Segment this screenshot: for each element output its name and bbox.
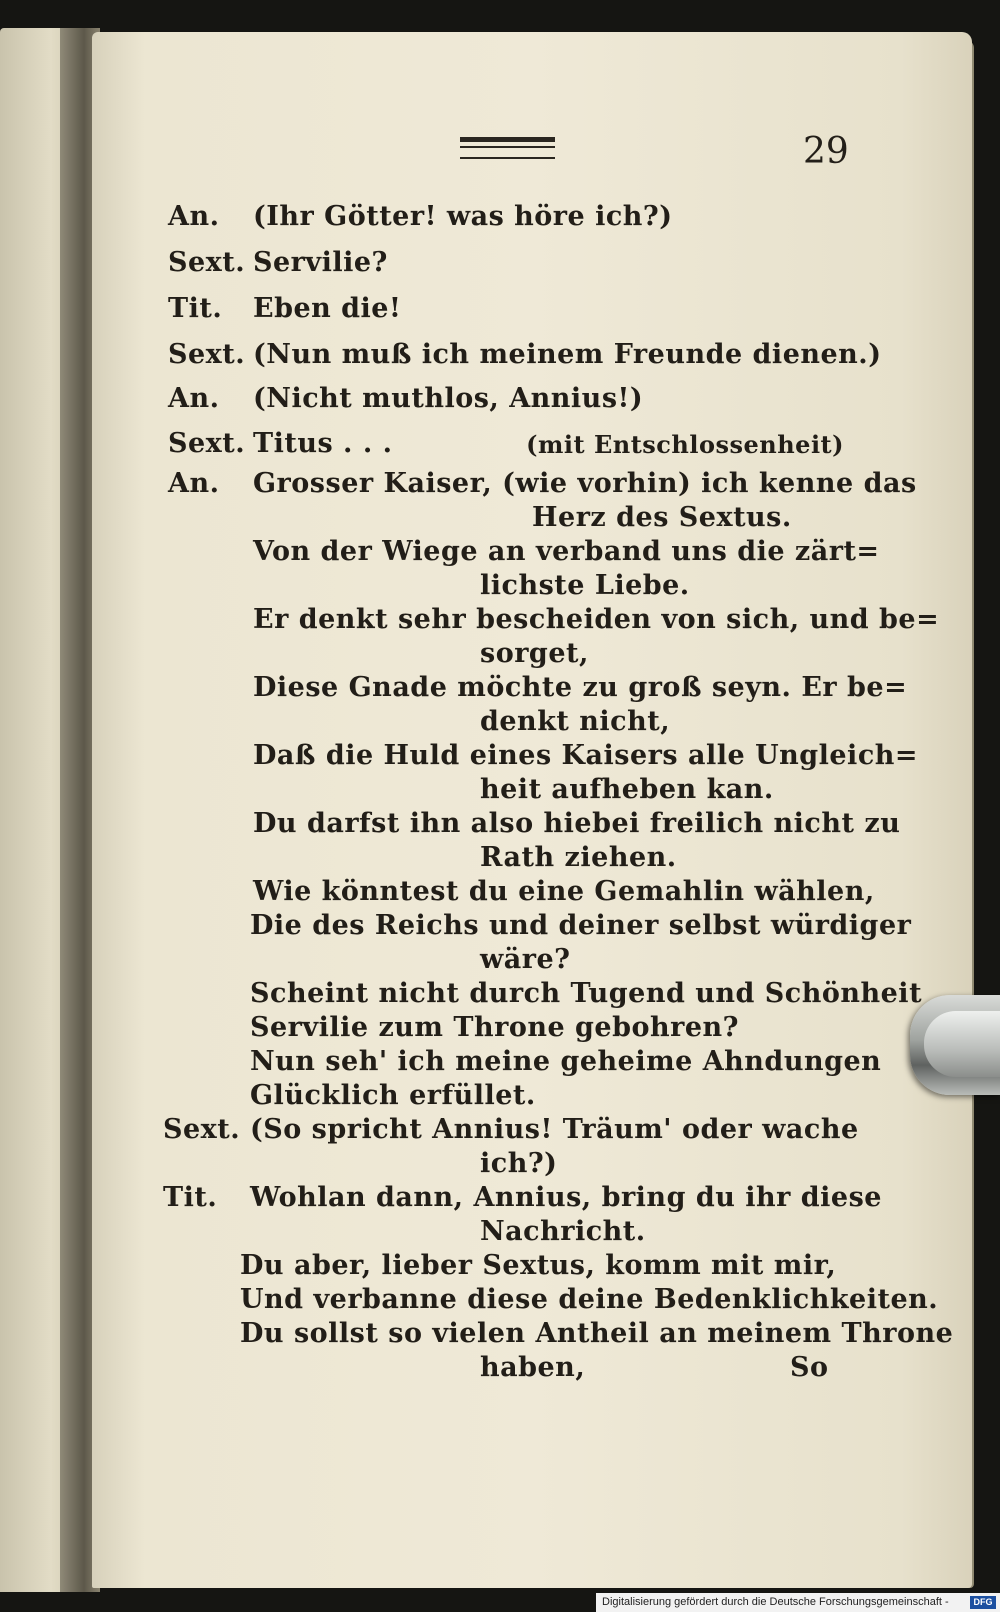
dialogue-line: wäre? bbox=[480, 944, 571, 975]
dialogue-line: (Nicht muthlos, Annius!) bbox=[253, 383, 644, 414]
dialogue-line: Er denkt sehr bescheiden von sich, und be= bbox=[253, 604, 940, 635]
stage-direction: (mit Entschlossenheit) bbox=[526, 430, 844, 459]
dialogue-line: Servilie zum Throne gebohren? bbox=[250, 1012, 739, 1043]
dialogue-line: Rath ziehen. bbox=[480, 842, 677, 873]
dialogue-line: lichste Liebe. bbox=[480, 570, 690, 601]
dialogue-line: heit aufheben kan. bbox=[480, 774, 774, 805]
dialogue-line: Und verbanne diese deine Bedenklichkeiten. bbox=[240, 1284, 939, 1315]
dialogue-line: Du darfst ihn also hiebei freilich nicht zu bbox=[253, 808, 901, 839]
header-rule bbox=[460, 137, 555, 159]
dialogue-line: Scheint nicht durch Tugend und Schönheit bbox=[250, 978, 923, 1009]
speaker-label: Sext. bbox=[168, 247, 246, 278]
digitization-credit bbox=[596, 1593, 1000, 1612]
dialogue-line: Nachricht. bbox=[480, 1216, 646, 1247]
speaker-label: Sext. bbox=[168, 339, 246, 370]
dialogue-line: Grosser Kaiser, (wie vorhin) ich kenne das bbox=[253, 468, 917, 499]
dfg-logo: DFG bbox=[970, 1596, 996, 1609]
dialogue-line: Servilie? bbox=[253, 247, 388, 278]
speaker-label: Tit. bbox=[163, 1182, 218, 1213]
dialogue-line: Titus . . . bbox=[253, 428, 393, 459]
dialogue-line: Nun seh' ich meine geheime Ahndungen bbox=[250, 1046, 882, 1077]
catchword: So bbox=[790, 1352, 829, 1383]
speaker-label: An. bbox=[168, 383, 220, 414]
speaker-label: An. bbox=[168, 201, 220, 232]
dialogue-line: Wohlan dann, Annius, bring du ihr diese bbox=[250, 1182, 882, 1213]
dialogue-line: ich?) bbox=[480, 1148, 558, 1179]
dialogue-line: Die des Reichs und deiner selbst würdiger bbox=[250, 910, 912, 941]
dialogue-line: haben, bbox=[480, 1352, 586, 1383]
dialogue-line: Herz des Sextus. bbox=[532, 502, 792, 533]
dialogue-line: Du sollst so vielen Antheil an meinem Throne bbox=[240, 1318, 954, 1349]
speaker-label: Sext. bbox=[163, 1114, 241, 1145]
dialogue-line: Glücklich erfüllet. bbox=[250, 1080, 536, 1111]
dialogue-line: (Nun muß ich meinem Freunde dienen.) bbox=[253, 339, 882, 370]
dialogue-line: Wie könntest du eine Gemahlin wählen, bbox=[253, 876, 875, 907]
speaker-label: Sext. bbox=[168, 428, 246, 459]
dialogue-line: (So spricht Annius! Träum' oder wache bbox=[250, 1114, 859, 1145]
page-clip-highlight bbox=[924, 1011, 1000, 1077]
dialogue-line: Eben die! bbox=[253, 293, 402, 324]
dialogue-line: denkt nicht, bbox=[480, 706, 671, 737]
speaker-label: An. bbox=[168, 468, 220, 499]
speaker-label: Tit. bbox=[168, 293, 223, 324]
dialogue-line: (Ihr Götter! was höre ich?) bbox=[253, 201, 673, 232]
page-number: 29 bbox=[803, 131, 849, 172]
dialogue-line: Du aber, lieber Sextus, komm mit mir, bbox=[240, 1250, 837, 1281]
credit-text: Digitalisierung gefördert durch die Deutsche Forschungsgemeinschaft - bbox=[602, 1596, 949, 1608]
dialogue-line: Von der Wiege an verband uns die zärt= bbox=[253, 536, 880, 567]
dialogue-line: Diese Gnade möchte zu groß seyn. Er be= bbox=[253, 672, 908, 703]
dialogue-line: Daß die Huld eines Kaisers alle Ungleich= bbox=[253, 740, 919, 771]
page-clip bbox=[910, 995, 1000, 1095]
dialogue-line: sorget, bbox=[480, 638, 589, 669]
